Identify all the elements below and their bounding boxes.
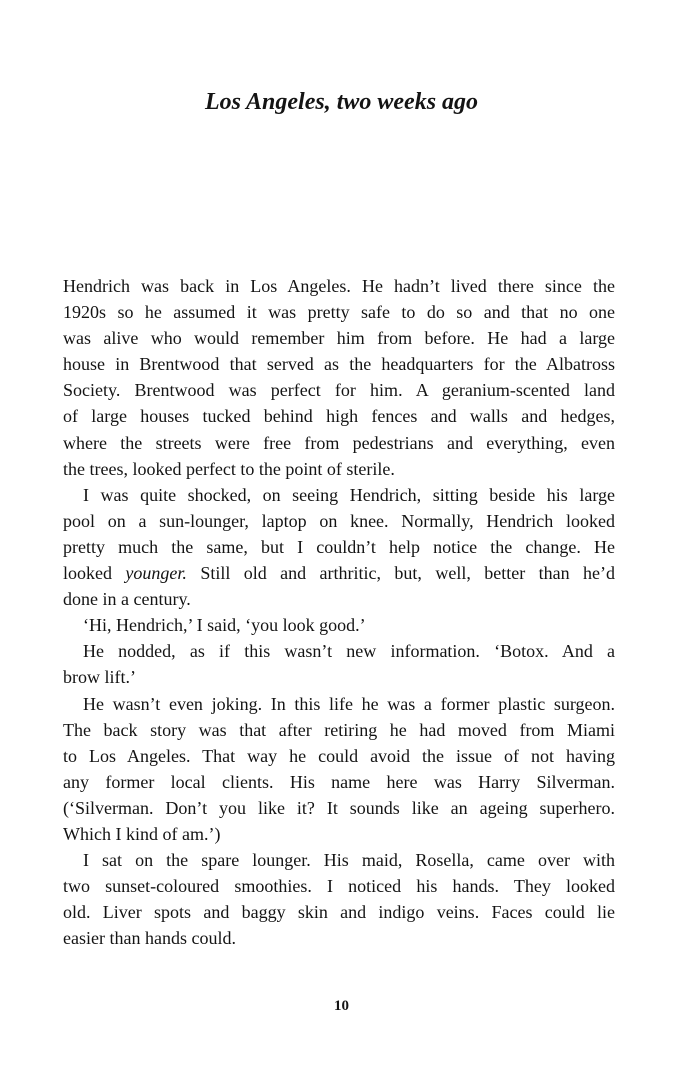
page-number: 10 <box>334 998 349 1014</box>
text-line: where the streets were free from pedestrians and everything, even <box>63 432 615 453</box>
text-line: pool on a sun-lounger, laptop on knee. Normally, Hendrich looked <box>63 510 615 531</box>
text-line: I sat on the spare lounger. His maid, Rosella, came over with <box>83 850 615 871</box>
body-text <box>63 273 615 951</box>
text-line: I was quite shocked, on seeing Hendrich, sitting beside his large <box>83 484 615 505</box>
text-line: Society. Brentwood was perfect for him. A geranium-scented land <box>63 380 615 401</box>
text-line: He nodded, as if this wasn’t new information. ‘Botox. And a <box>83 641 615 662</box>
text-line: two sunset-coloured smoothies. I noticed his hands. They looked <box>63 876 615 897</box>
text-line: 1920s so he assumed it was pretty safe to do so and that no one <box>63 302 615 323</box>
text-line: pretty much the same, but I couldn’t help notice the change. He <box>63 536 615 557</box>
text-line: looked younger. Still old and arthritic, but, well, better than he’d <box>63 563 615 584</box>
text-line: Hendrich was back in Los Angeles. He hadn’t lived there since the <box>63 276 615 296</box>
text-line: old. Liver spots and baggy skin and indigo veins. Faces could lie <box>63 902 615 923</box>
text-line: done in a century. <box>63 589 191 610</box>
text-line: brow lift.’ <box>63 667 136 688</box>
text-line: to Los Angeles. That way he could avoid the issue of not having <box>63 745 615 766</box>
text-line: The back story was that after retiring he had moved from Miami <box>63 719 615 740</box>
text-line: (‘Silverman. Don’t you like it? It sounds like an ageing superhero. <box>63 797 615 818</box>
text-line: house in Brentwood that served as the headquarters for the Albatross <box>63 354 615 375</box>
text-line: easier than hands could. <box>63 928 236 949</box>
text-line: was alive who would remember him from before. He had a large <box>63 328 615 349</box>
chapter-title: Los Angeles, two weeks ago <box>204 89 479 115</box>
text-line: of large houses tucked behind high fences and walls and hedges, <box>63 406 615 427</box>
text-line: Which I kind of am.’) <box>63 823 221 844</box>
text-line: He wasn’t even joking. In this life he was a former plastic surgeon. <box>83 693 615 714</box>
emphasis: younger. <box>125 563 187 584</box>
text-line: the trees, looked perfect to the point of sterile. <box>63 458 395 479</box>
text-line: any former local clients. His name here was Harry Silverman. <box>63 771 615 792</box>
text-line: ‘Hi, Hendrich,’ I said, ‘you look good.’ <box>83 615 366 636</box>
